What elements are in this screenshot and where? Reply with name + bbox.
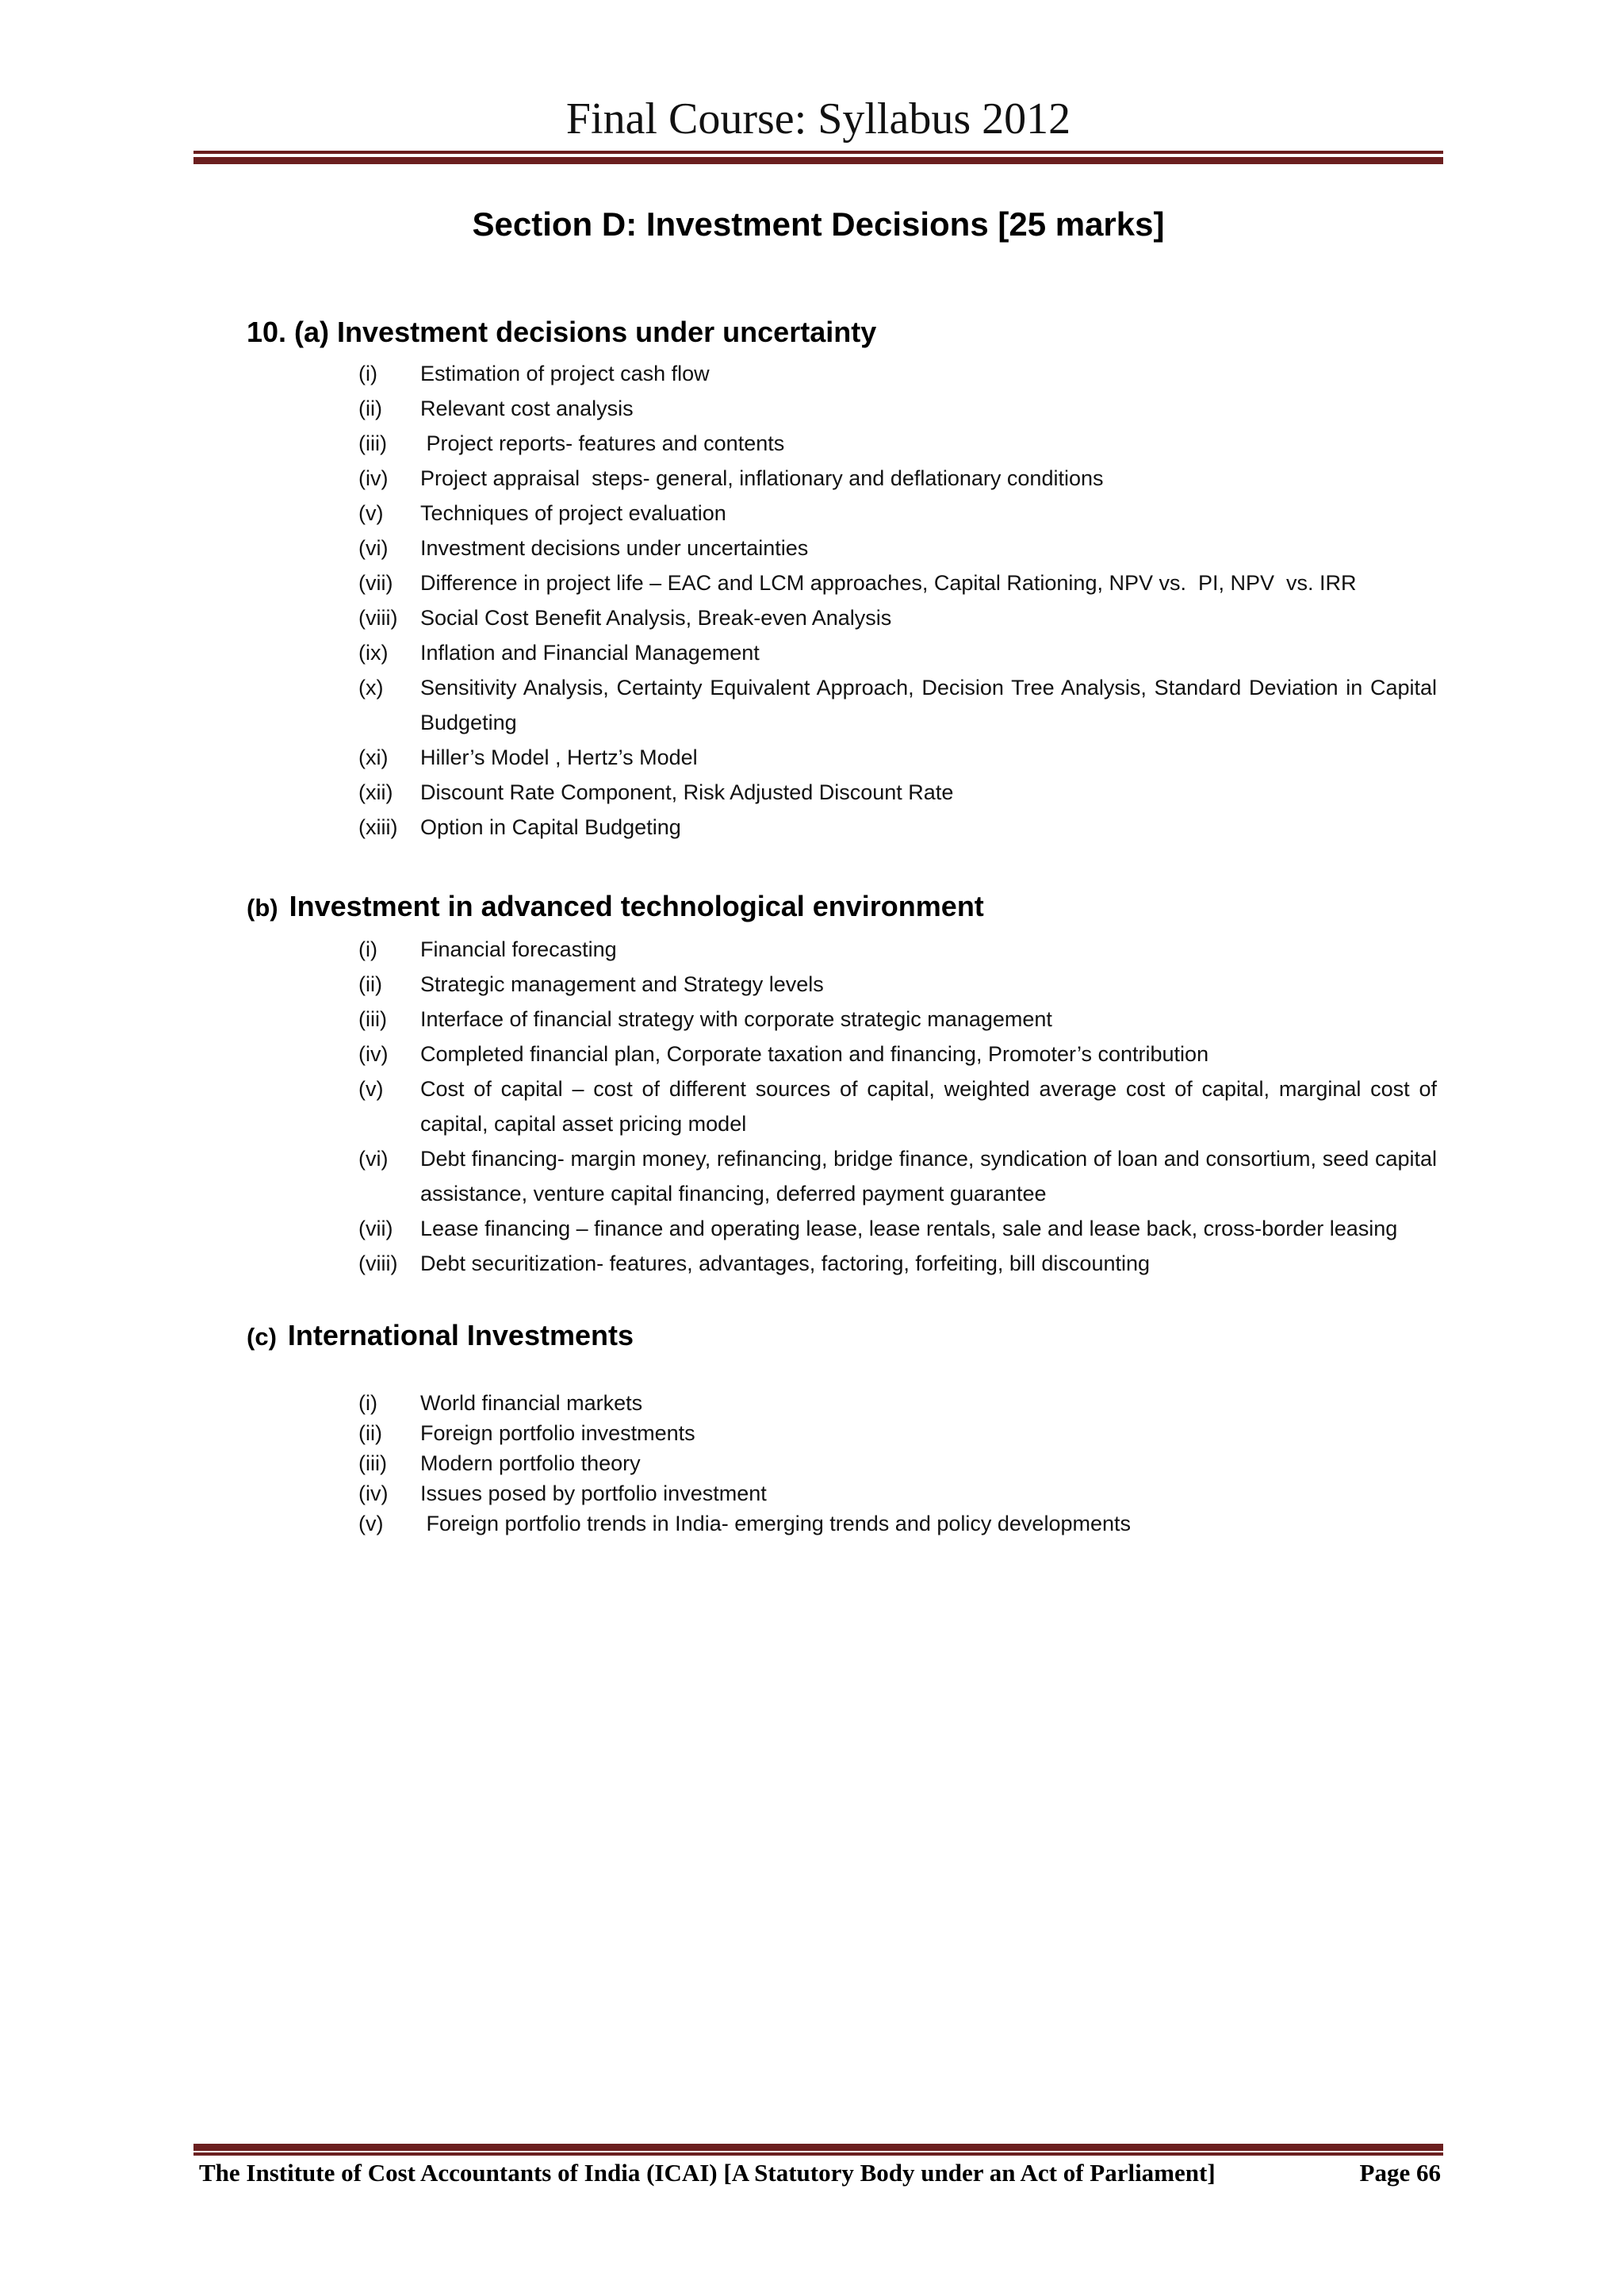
item-text: Strategic management and Strategy levels: [420, 972, 824, 996]
item-number: (ii): [358, 1421, 382, 1445]
footer: [199, 2159, 1441, 2187]
list-item: [358, 810, 1437, 845]
list-item: [358, 1246, 1437, 1281]
item-number: (v): [358, 501, 384, 525]
list-item: [358, 635, 1437, 670]
part-a-list: [358, 356, 1437, 845]
list-item: [358, 1418, 1437, 1448]
header-rule-thick: [193, 157, 1443, 164]
list-item: [358, 426, 1437, 461]
item-number: (viii): [358, 1251, 398, 1275]
item-text: Sensitivity Analysis, Certainty Equivalent Approach, Decision Tree Analysis, Standard Deviation in Capital Budgeting: [420, 676, 1437, 734]
list-item: [358, 740, 1437, 775]
item-text: Hiller’s Model , Hertz’s Model: [420, 746, 698, 769]
item-text: World financial markets: [420, 1391, 643, 1415]
list-item: [358, 391, 1437, 426]
item-number: (i): [358, 937, 377, 961]
item-number: (iv): [358, 1481, 389, 1505]
item-text: Social Cost Benefit Analysis, Break-even Analysis: [420, 606, 892, 630]
item-text: Techniques of project evaluation: [420, 501, 726, 525]
list-item: [358, 1141, 1437, 1211]
item-text: Foreign portfolio trends in India- emerging trends and policy developments: [420, 1512, 1131, 1535]
item-text: Estimation of project cash flow: [420, 362, 710, 385]
item-text: Investment decisions under uncertainties: [420, 536, 809, 560]
item-text: Relevant cost analysis: [420, 397, 634, 420]
item-number: (iii): [358, 1451, 387, 1475]
item-text: Foreign portfolio investments: [420, 1421, 695, 1445]
item-number: (x): [358, 676, 384, 700]
item-text: Financial forecasting: [420, 937, 617, 961]
item-text: Modern portfolio theory: [420, 1451, 641, 1475]
page-number: Page 66: [1359, 2159, 1441, 2187]
list-item: [358, 1211, 1437, 1246]
item-text: Completed financial plan, Corporate taxation and financing, Promoter’s contribution: [420, 1042, 1209, 1066]
item-number: (v): [358, 1512, 384, 1535]
list-item: [358, 967, 1437, 1002]
item-text: Cost of capital – cost of different sources of capital, weighted average cost of capital, marginal cost of capital, capital asset pricing model: [420, 1077, 1437, 1136]
item-text: Project appraisal steps- general, inflationary and deflationary conditions: [420, 466, 1104, 490]
item-text: Debt securitization- features, advantages, factoring, forfeiting, bill discounting: [420, 1251, 1151, 1275]
list-item: [358, 600, 1437, 635]
item-number: (i): [358, 1391, 377, 1415]
item-number: (iii): [358, 1007, 387, 1031]
list-item: [358, 496, 1437, 531]
part-b-heading: [247, 892, 984, 921]
part-c-title: International Investments: [287, 1319, 634, 1351]
item-number: (ii): [358, 972, 382, 996]
list-item: [358, 1037, 1437, 1071]
item-number: (vii): [358, 571, 393, 595]
item-text: Debt financing- margin money, refinancing, bridge finance, syndication of loan and consortium, seed capital assistance, venture capital financing, deferred payment guarantee: [420, 1147, 1437, 1205]
list-item: [358, 461, 1437, 496]
footer-rule-thin: [193, 2152, 1443, 2156]
item-text: Issues posed by portfolio investment: [420, 1481, 767, 1505]
item-text: Option in Capital Budgeting: [420, 815, 681, 839]
part-a-heading: 10. (a) Investment decisions under uncertainty: [247, 316, 877, 348]
item-text: Lease financing – finance and operating lease, lease rentals, sale and lease back, cross-border leasing: [420, 1217, 1398, 1240]
list-item: [358, 1448, 1437, 1478]
list-item: [358, 932, 1437, 967]
item-text: Interface of financial strategy with corporate strategic management: [420, 1007, 1052, 1031]
part-b-list: [358, 932, 1437, 1281]
part-b-title: Investment in advanced technological environment: [289, 890, 984, 922]
item-number: (iii): [358, 431, 387, 455]
item-number: (iv): [358, 1042, 389, 1066]
part-c-list: [358, 1388, 1437, 1539]
part-b-letter: (b): [247, 894, 278, 922]
part-c-heading: [247, 1321, 634, 1350]
list-item: [358, 356, 1437, 391]
item-number: (viii): [358, 606, 398, 630]
list-item: [358, 775, 1437, 810]
list-item: [358, 1508, 1437, 1539]
part-c-letter: (c): [247, 1323, 277, 1351]
list-item: [358, 1478, 1437, 1508]
item-number: (vi): [358, 536, 389, 560]
item-number: (i): [358, 362, 377, 385]
section-title: Section D: Investment Decisions [25 marks]: [472, 205, 1165, 243]
item-number: (v): [358, 1077, 384, 1101]
item-number: (xii): [358, 780, 393, 804]
item-number: (ix): [358, 641, 389, 665]
list-item: [358, 1388, 1437, 1418]
list-item: [358, 565, 1437, 600]
footer-rule-thick: [193, 2144, 1443, 2151]
item-number: (ii): [358, 397, 382, 420]
item-number: (iv): [358, 466, 389, 490]
list-item: [358, 1002, 1437, 1037]
footer-institute-text: The Institute of Cost Accountants of India (ICAI) [A Statutory Body under an Act of Parliament]: [199, 2159, 1216, 2187]
list-item: [358, 531, 1437, 565]
page-header-title: Final Course: Syllabus 2012: [565, 94, 1071, 144]
header-rule-thin: [193, 151, 1443, 154]
item-number: (xi): [358, 746, 389, 769]
list-item: [358, 1071, 1437, 1141]
item-text: Discount Rate Component, Risk Adjusted Discount Rate: [420, 780, 954, 804]
item-text: Inflation and Financial Management: [420, 641, 760, 665]
item-number: (vi): [358, 1147, 389, 1171]
item-text: Difference in project life – EAC and LCM approaches, Capital Rationing, NPV vs. PI, NPV vs. IRR: [420, 571, 1357, 595]
item-text: Project reports- features and contents: [420, 431, 785, 455]
item-number: (vii): [358, 1217, 393, 1240]
item-number: (xiii): [358, 815, 398, 839]
list-item: [358, 670, 1437, 740]
